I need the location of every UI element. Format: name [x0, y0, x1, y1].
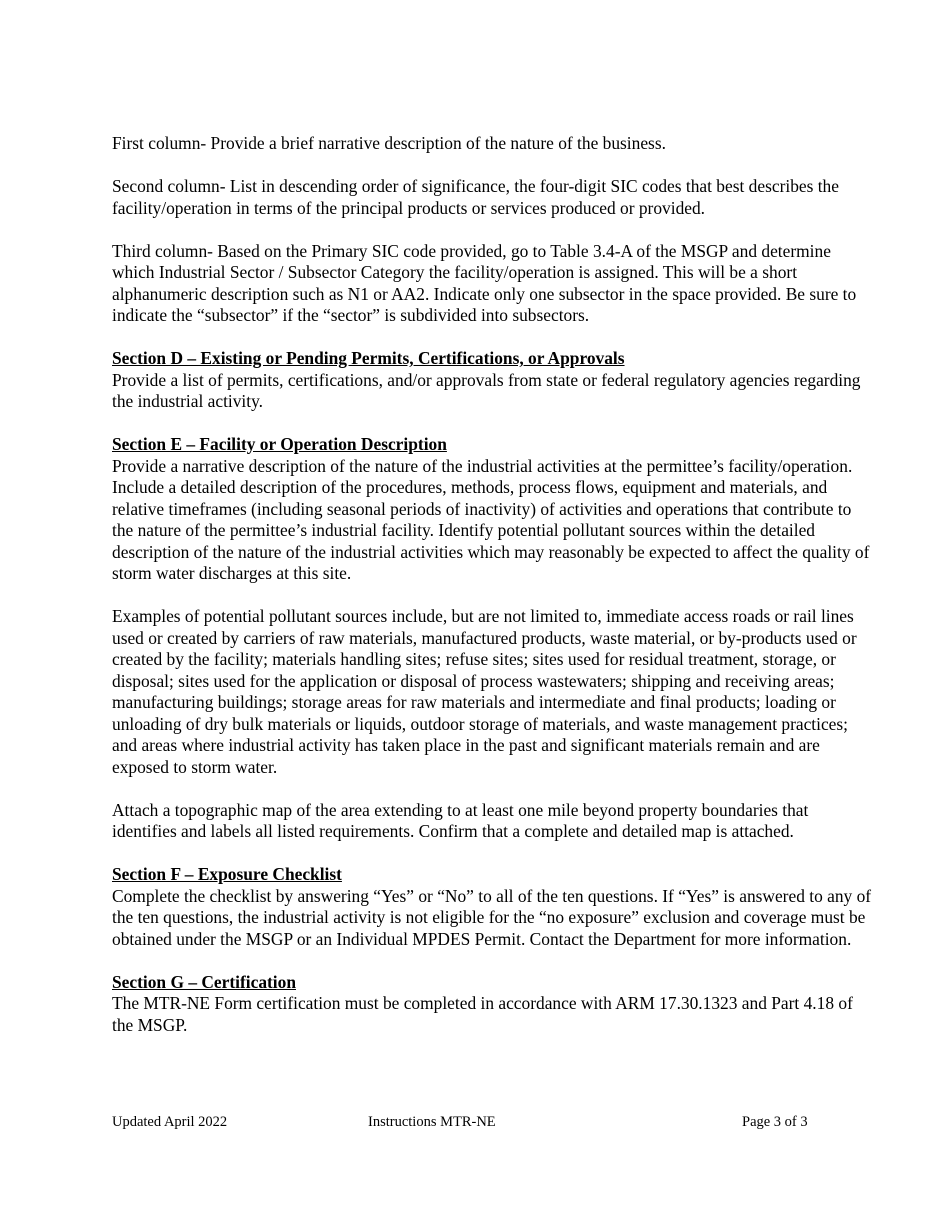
- footer-page-number: Page 3 of 3: [742, 1114, 808, 1130]
- document-body: [112, 133, 872, 1058]
- section-g: [112, 972, 872, 1037]
- section-d-body: Provide a list of permits, certifications, and/or approvals from state or federal regulatory agencies regarding the industrial activity.: [112, 369, 861, 411]
- section-g-body: The MTR-NE Form certification must be completed in accordance with ARM 17.30.1323 and Part 4.18 of the MSGP.: [112, 993, 853, 1035]
- second-column-paragraph: Second column- List in descending order of significance, the four-digit SIC codes that best describes the facility/operation in terms of the principal products or services produced or provided.: [112, 176, 839, 218]
- section-f-body: Complete the checklist by answering “Yes” or “No” to all of the ten questions. If “Yes” is answered to any of the ten questions, the industrial activity is not eligible for the “no exposure” exclusion and coverage must be obtained under the MSGP or an Individual MPDES Permit. Contact the Department for more information.: [112, 885, 872, 949]
- section-g-heading: Section G – Certification: [112, 971, 297, 992]
- section-e-examples: Examples of potential pollutant sources include, but are not limited to, immediate access roads or rail lines used or created by carriers of raw materials, manufactured products, waste material, or by-products used or created by the facility; materials handling sites; refuse sites; sites used for residual treatment, storage, or disposal; sites used for the application or disposal of process wastewaters; shipping and receiving areas; manufacturing buildings; storage areas for raw materials and intermediate and final products; loading or unloading of dry bulk materials or liquids, outdoor storage of materials, and waste management practices; and areas where industrial activity has taken place in the past and significant materials remain and are exposed to storm water.: [112, 606, 857, 777]
- section-f: [112, 864, 872, 950]
- section-e-heading: Section E – Facility or Operation Description: [112, 434, 447, 454]
- footer-document-title: Instructions MTR-NE: [368, 1114, 496, 1130]
- section-e: [112, 434, 872, 585]
- first-column-paragraph: First column- Provide a brief narrative description of the nature of the business.: [112, 133, 666, 153]
- section-e-body: Provide a narrative description of the nature of the industrial activities at the permittee’s facility/operation. Include a detailed description of the procedures, methods, process flows, equipment and materials, and relative timeframes (including seasonal periods of inactivity) of activities and operations that contribute to the nature of the permittee’s industrial facility. Identify potential pollutant sources within the detailed description of the nature of the industrial activities which may reasonably be expected to affect the quality of storm water discharges at this site.: [112, 455, 870, 583]
- third-column-paragraph: Third column- Based on the Primary SIC code provided, go to Table 3.4-A of the MSGP and determine which Industrial Sector / Subsector Category the facility/operation is assigned. This will be a short alphanumeric description such as N1 or AA2. Indicate only one subsector in the space provided. Be sure to indicate the “subsector” if the “sector” is subdivided into subsectors.: [112, 240, 857, 325]
- section-d-heading: Section D – Existing or Pending Permits, Certifications, or Approvals: [112, 348, 625, 368]
- section-d: [112, 348, 872, 413]
- section-e-map: Attach a topographic map of the area extending to at least one mile beyond property boundaries that identifies and labels all listed requirements. Confirm that a complete and detailed map is attached.: [112, 799, 809, 841]
- footer-updated-date: Updated April 2022: [112, 1114, 228, 1130]
- section-f-heading: Section F – Exposure Checklist: [112, 864, 342, 884]
